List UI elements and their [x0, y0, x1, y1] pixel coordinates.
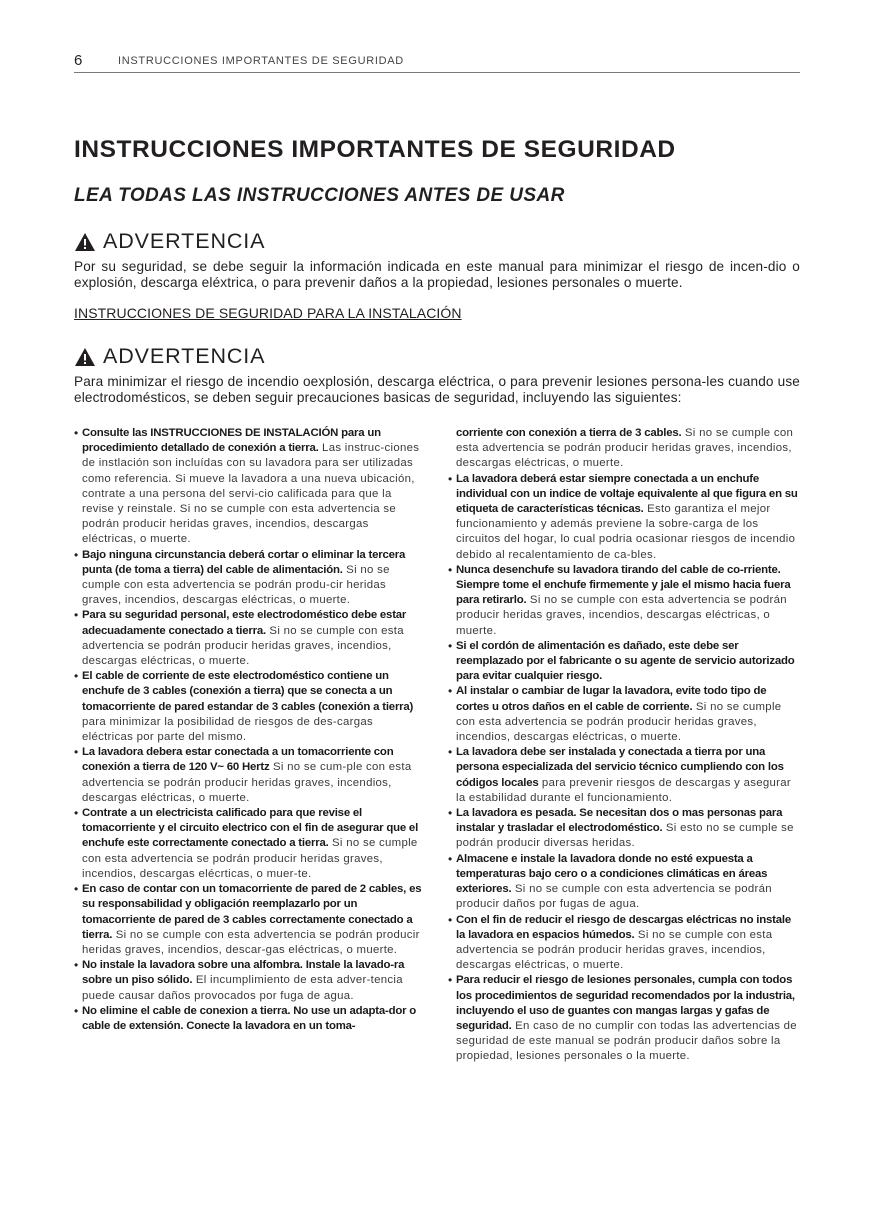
list-item	[448, 472, 800, 563]
list-item-text: Si no se cumple con esta advertencia se podrán producir heridas graves, incendios, descargas elécrticas, o muer-te.	[82, 837, 418, 880]
list-item-text: En caso de no cumplir con todas las advertencias de seguridad de este manual se podrán producir daños sobre la propiedad, lesiones personales o la muerte.	[456, 1019, 797, 1063]
list-item	[74, 548, 426, 609]
page-title: INSTRUCCIONES IMPORTANTES DE SEGURIDAD	[74, 136, 676, 163]
list-item-bold: Bajo ninguna circunstancia deberá cortar o eliminar la tercera punta (de toma a tierra) del cable de alimentación.	[82, 548, 406, 576]
list-item-text: El incumplimiento de esta adver-tencia puede causar daños provocados por fuga de agua.	[82, 974, 403, 1002]
list-item	[448, 684, 800, 745]
list-item-bold: En caso de contar con un tomacorriente de pared de 2 cables, es su responsabilidad y obligación reemplazarlo por un tomacorriente de pared de 3 cables correctamente conectado a tierra.	[82, 883, 422, 941]
list-item-bold: corriente con conexión a tierra de 3 cables.	[456, 427, 682, 439]
list-item-text: Si no se cumple con esta advertencia se podrán producir heridas graves, incendios, descargas eléctricas, o muerte.	[456, 928, 773, 972]
list-item-bold: No elimine el cable de conexion a tierra. No use un adapta-dor o cable de extensión. Conecte la lavadora en un toma-	[82, 1004, 417, 1032]
list-item	[74, 669, 426, 745]
list-item-bold: Para reducir el riesgo de lesiones personales, cumpla con todos los procedimientos de seguridad recomendados por la industria, incluyendo el uso de guantes con mangas largas y gafas de seguridad.	[456, 974, 795, 1032]
list-item-text: Si esto no se cumple se podrán producir diversas heridas.	[456, 822, 794, 850]
installation-section-heading: INSTRUCCIONES DE SEGURIDAD PARA LA INSTALACIÓN	[74, 305, 462, 321]
list-item	[74, 1004, 426, 1034]
list-item-text: Si no se cum-ple con esta advertencia se podrán producir heridas graves, incendios, descargas eléctricas, o muerte.	[82, 761, 412, 804]
warning-heading-text: ADVERTENCIA	[103, 229, 266, 253]
list-item	[74, 426, 426, 548]
list-item-text: Las instruc-ciones de instlación son incluídas con su lavadora para ser utilizadas como referencia. Si mueve la lavadora a una nueva ubicación, contrate a una persona del servi-cio calificada para que la revise y reinstale. Si no se cumple con esta advertencia se podrán producir heridas graves, incendios, descargas eléctricas, o muerte.	[82, 442, 420, 546]
list-item	[448, 806, 800, 852]
left-column-list	[74, 426, 426, 1034]
list-item	[74, 745, 426, 806]
list-item	[448, 639, 800, 685]
list-item	[74, 882, 426, 958]
page-subtitle: LEA TODAS LAS INSTRUCCIONES ANTES DE USAR	[74, 185, 565, 206]
warning-triangle-icon	[74, 232, 96, 252]
list-item-bold: Para su seguridad personal, este electrodoméstico debe estar adecuadamente conectado a tierra.	[82, 609, 407, 637]
list-item-text: Si no se cumple con esta advertencia se podrán producir heridas graves, incendios, descargas eléctricas, o muerte.	[456, 427, 794, 470]
warning-heading-2	[74, 344, 265, 369]
list-item	[448, 852, 800, 913]
list-item-continued	[448, 426, 800, 472]
list-item-bold: Almacene e instale la lavadora donde no esté expuesta a temperaturas bajo cero o a condiciones climáticas en áreas exteriores.	[456, 852, 768, 896]
list-item-bold: El cable de corriente de este electrodoméstico contiene un enchufe de 3 cables (conexión a tierra) que se conecta a un tomacorriente de pared estandar de 3 cables (conexión a tierra)	[82, 670, 414, 713]
list-item-bold: La lavadora debera estar conectada a un tomacorriente con conexión a tierra de 120 V~ 60 Hertz	[82, 746, 394, 774]
warning-paragraph-2: Para minimizar el riesgo de incendio oexplosión, descarga eléctrica, o para prevenir lesiones persona-les cuando use electrodomésticos, se deben seguir precauciones basicas de seguridad, incluyendo las siguientes:	[74, 374, 800, 405]
list-item-bold: Con el fin de reducir el riesgo de descargas eléctricas no instale la lavadora en espacios húmedos.	[456, 913, 791, 941]
page-header	[74, 52, 800, 73]
list-item-text: Si no se cumple con esta advertencia se podrán producir heridas graves, incendios, descargas eléctricas, o muerte.	[82, 624, 404, 668]
warning-paragraph-1: Por su seguridad, se debe seguir la información indicada en este manual para minimizar el riesgo de incen-dio o explosión, descarga eléxtrica, o para prevenir daños a la propiedad, lesiones personales o muerte.	[74, 259, 800, 290]
warning-triangle-icon	[74, 347, 96, 367]
list-item	[74, 806, 426, 882]
list-item-bold: Al instalar o cambiar de lugar la lavadora, evite todo tipo de cortes u otros daños en el cable de corriente.	[456, 685, 767, 713]
list-item	[448, 913, 800, 974]
running-header-title: INSTRUCCIONES IMPORTANTES DE SEGURIDAD	[118, 55, 404, 67]
list-item-text: para prevenir riesgos de descargas y asegurar la estabilidad durante el funcionamiento.	[456, 776, 791, 804]
page-number: 6	[74, 52, 83, 69]
list-item	[448, 745, 800, 806]
warning-heading-text: ADVERTENCIA	[103, 344, 266, 368]
list-item-bold: Contrate a un electricista calificado para que revise el tomacorriente y el circuito electrico con el fin de asegurar que el enchufe este correctamente conectado a tierra.	[82, 807, 419, 850]
list-item-text: Si no se cumple con esta advertencia se podrán producir heridas graves, incendios, descargas eléctricas, o muerte.	[456, 594, 787, 637]
list-item-bold: Consulte las INSTRUCCIONES DE INSTALACIÓN para un procedimiento detallado de conexión a tierra.	[82, 427, 381, 455]
list-item-bold: La lavadora debe ser instalada y conectada a tierra por una persona especializada del servicio técnico cumpliendo con los códigos locales	[456, 746, 784, 789]
list-item-bold: Si el cordón de alimentación es dañado, este debe ser reemplazado por el fabricante o su agente de servicio autorizado para evitar cualquier riesgo.	[456, 639, 795, 683]
list-item-text: Si no se cumple con esta advertencia se podrán producir daños por fugas de agua.	[456, 883, 772, 911]
warning-heading-1	[74, 229, 265, 254]
right-column-list	[448, 426, 800, 1065]
list-item	[74, 958, 426, 1004]
list-item-bold: Nunca desenchufe su lavadora tirando del cable de co-rriente. Siempre tome el enchufe firmemente y jale el mismo hacia fuera para retirarlo.	[456, 563, 791, 607]
list-item	[74, 608, 426, 669]
list-item-text: Si no se cumple con esta advertencia se podrán producir heridas graves, incendios, descargas eléctricas, o muerte.	[456, 700, 782, 744]
list-item-text: para minimizar la posibilidad de riesgos de des-cargas eléctricas por parte del mismo.	[82, 715, 373, 744]
list-item	[448, 973, 800, 1064]
list-item-bold: La lavadora es pesada. Se necesitan dos o mas personas para instalar y trasladar el electrodoméstico.	[456, 807, 783, 835]
list-item-text: Esto garantiza el mejor funcionamiento y además previene la sobre-carga de los circuitos del hogar, lo cual podria ocasionar riesgos de incendio debido al recalentamiento de ca-bles.	[456, 503, 796, 561]
list-item-text: Si no se cumple con esta advertencia se podrán producir heridas graves, incendios, descar-gas eléctricas, o muerte.	[82, 928, 420, 956]
list-item-bold: La lavadora deberá estar siempre conectada a un enchufe individual con un indice de voltaje equivalente al que figura en su etiqueta de características técnicas.	[456, 472, 798, 516]
list-item-bold: No instale la lavadora sobre una alfombra. Instale la lavado-ra sobre un piso sólido.	[82, 959, 405, 987]
list-item	[448, 563, 800, 639]
list-item-text: Si no se cumple con esta advertencia se podrán produ-cir heridas graves, incendios, descargas eléctricas, o muerte.	[82, 563, 390, 607]
